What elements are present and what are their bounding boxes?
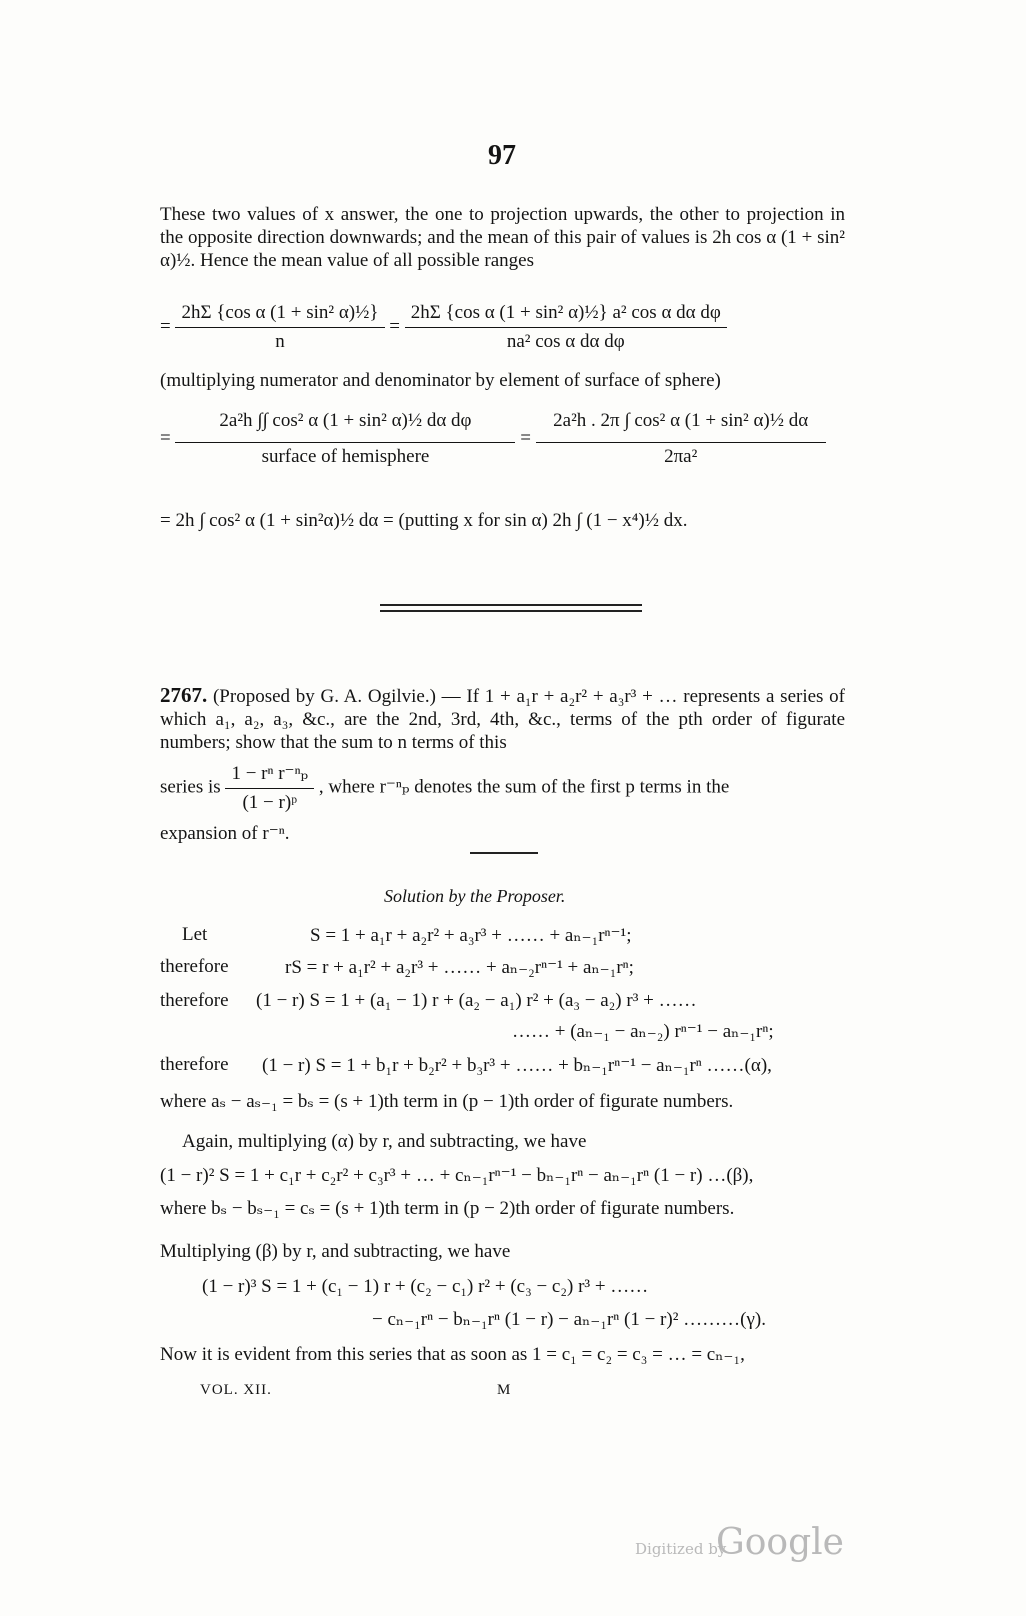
solution-label-3: therefore: [160, 990, 229, 1011]
series-is-label: series is: [160, 776, 221, 798]
sum-fraction: [225, 762, 314, 814]
footer-signature: M: [497, 1382, 511, 1398]
solution-label-2: therefore: [160, 956, 229, 977]
expansion-line: expansion of r⁻ⁿ.: [160, 823, 290, 844]
problem-proposer: (Proposed by G. A. Ogilvie.): [212, 686, 436, 707]
fraction-2-denominator: na² cos α dα dφ: [506, 331, 625, 352]
solution-eq-2: rS = r + a₁r² + a₂r³ + …… + aₙ₋₂rⁿ⁻¹ + aₙ₋₁rⁿ;: [285, 957, 634, 978]
watermark-google-logo: Google: [716, 1522, 844, 1563]
fraction-4-denominator: 2πa²: [664, 446, 698, 467]
fraction-3-numerator: 2a²h ∫∫ cos² α (1 + sin² α)½ dα dφ: [175, 410, 515, 443]
problem-text: — If 1 + a₁r + a₂r² + a₃r³ + … represents a series of which a₁, a₂, a₃, &c., are the 2nd, 3rd, 4th, &c., terms of the pth order of figurate numbers; show that the sum to n terms of this: [160, 686, 845, 753]
where-2: where bₛ − bₛ₋₁ = cₛ = (s + 1)th term in (p − 2)th order of figurate numbers.: [160, 1198, 735, 1219]
equation-surface: = $\frac{\text{2a²h ∫∫ cos² α (1 + sin² α)½ dα dφ}}{\text{surface of hemisphere}}$ = $\frac{\text{2a²h . 2π ∫ cos² α (1 + sin² α)½ dα}}{\text{2πa²}}$: [160, 410, 826, 468]
watermark-digitized: Digitized by: [635, 1540, 727, 1558]
fraction-4: [536, 410, 826, 468]
double-rule-bottom: [380, 610, 642, 612]
short-rule: [470, 852, 538, 854]
where-1: where aₛ − aₛ₋₁ = bₛ = (s + 1)th term in (p − 1)th order of figurate numbers.: [160, 1091, 734, 1112]
fraction-1: [175, 302, 384, 353]
footer-volume: VOL. XII.: [200, 1382, 272, 1398]
sum-fraction-denominator: (1 − r)ᵖ: [242, 792, 298, 813]
equation-final: = 2h ∫ cos² α (1 + sin²α)½ dα = (putting x for sin α) 2h ∫ (1 − x⁴)½ dx.: [160, 510, 688, 531]
equation-gamma-1: (1 − r)³ S = 1 + (c₁ − 1) r + (c₂ − c₁) r² + (c₃ − c₂) r³ + ……: [202, 1276, 649, 1297]
solution-eq-5: (1 − r) S = 1 + b₁r + b₂r² + b₃r³ + …… + bₙ₋₁rⁿ⁻¹ − aₙ₋₁rⁿ ……(α),: [262, 1055, 772, 1076]
solution-eq-3: (1 − r) S = 1 + (a₁ − 1) r + (a₂ − a₁) r² + (a₃ − a₂) r³ + ……: [256, 990, 697, 1011]
fraction-2: [405, 302, 727, 353]
equation-ranges: = $\frac{\text{2hΣ \{cos α (1 + sin² α)½\}}}{n}$ = $\frac{\text{2hΣ \{cos α (1 + sin² α)½\} a² cos α dα dφ}}{\text{na² cos α dα dφ}}$: [160, 302, 727, 353]
fraction-1-denominator: n: [275, 331, 285, 352]
solution-label-5: therefore: [160, 1054, 229, 1075]
solution-heading: Solution by the Proposer.: [384, 886, 566, 906]
solution-label-1: Let: [182, 924, 208, 945]
equation-beta: (1 − r)² S = 1 + c₁r + c₂r² + c₃r³ + … + cₙ₋₁rⁿ⁻¹ − bₙ₋₁rⁿ − aₙ₋₁rⁿ (1 − r) …(β),: [160, 1165, 754, 1186]
fraction-4-numerator: 2a²h . 2π ∫ cos² α (1 + sin² α)½ dα: [536, 410, 826, 443]
problem-series-line: [160, 762, 729, 814]
multiplying-note: (multiplying numerator and denominator by element of surface of sphere): [160, 370, 721, 391]
fraction-3-denominator: surface of hemisphere: [261, 446, 430, 467]
now-line: Now it is evident from this series that as soon as 1 = c₁ = c₂ = c₃ = … = cₙ₋₁,: [160, 1344, 745, 1365]
solution-eq-1: S = 1 + a₁r + a₂r² + a₃r³ + …… + aₙ₋₁rⁿ⁻¹;: [310, 925, 632, 946]
double-rule-top: [380, 604, 642, 606]
fraction-3: [175, 410, 515, 468]
again-line: Again, multiplying (α) by r, and subtracting, we have: [182, 1131, 587, 1152]
solution-eq-4: …… + (aₙ₋₁ − aₙ₋₂) rⁿ⁻¹ − aₙ₋₁rⁿ;: [512, 1021, 774, 1042]
problem-number: 2767.: [160, 683, 208, 707]
intro-paragraph: These two values of x answer, the one to projection upwards, the other to projection in the opposite direction downwards; and the mean of this pair of values is 2h cos α (1 + sin² α)½. Hence the mean value of all possible ranges: [160, 204, 845, 271]
equation-gamma-2: − cₙ₋₁rⁿ − bₙ₋₁rⁿ (1 − r) − aₙ₋₁rⁿ (1 − r)² ………(γ).: [372, 1309, 766, 1330]
problem-statement: [160, 684, 845, 754]
sum-fraction-numerator: 1 − rⁿ r⁻ⁿₚ: [225, 762, 314, 789]
fraction-1-numerator: 2hΣ {cos α (1 + sin² α)½}: [175, 302, 384, 328]
multiplying-beta: Multiplying (β) by r, and subtracting, we have: [160, 1241, 511, 1262]
page-number: 97: [488, 140, 516, 171]
fraction-2-numerator: 2hΣ {cos α (1 + sin² α)½} a² cos α dα dφ: [405, 302, 727, 328]
series-where-text: , where r⁻ⁿₚ denotes the sum of the first p terms in the: [318, 776, 730, 798]
